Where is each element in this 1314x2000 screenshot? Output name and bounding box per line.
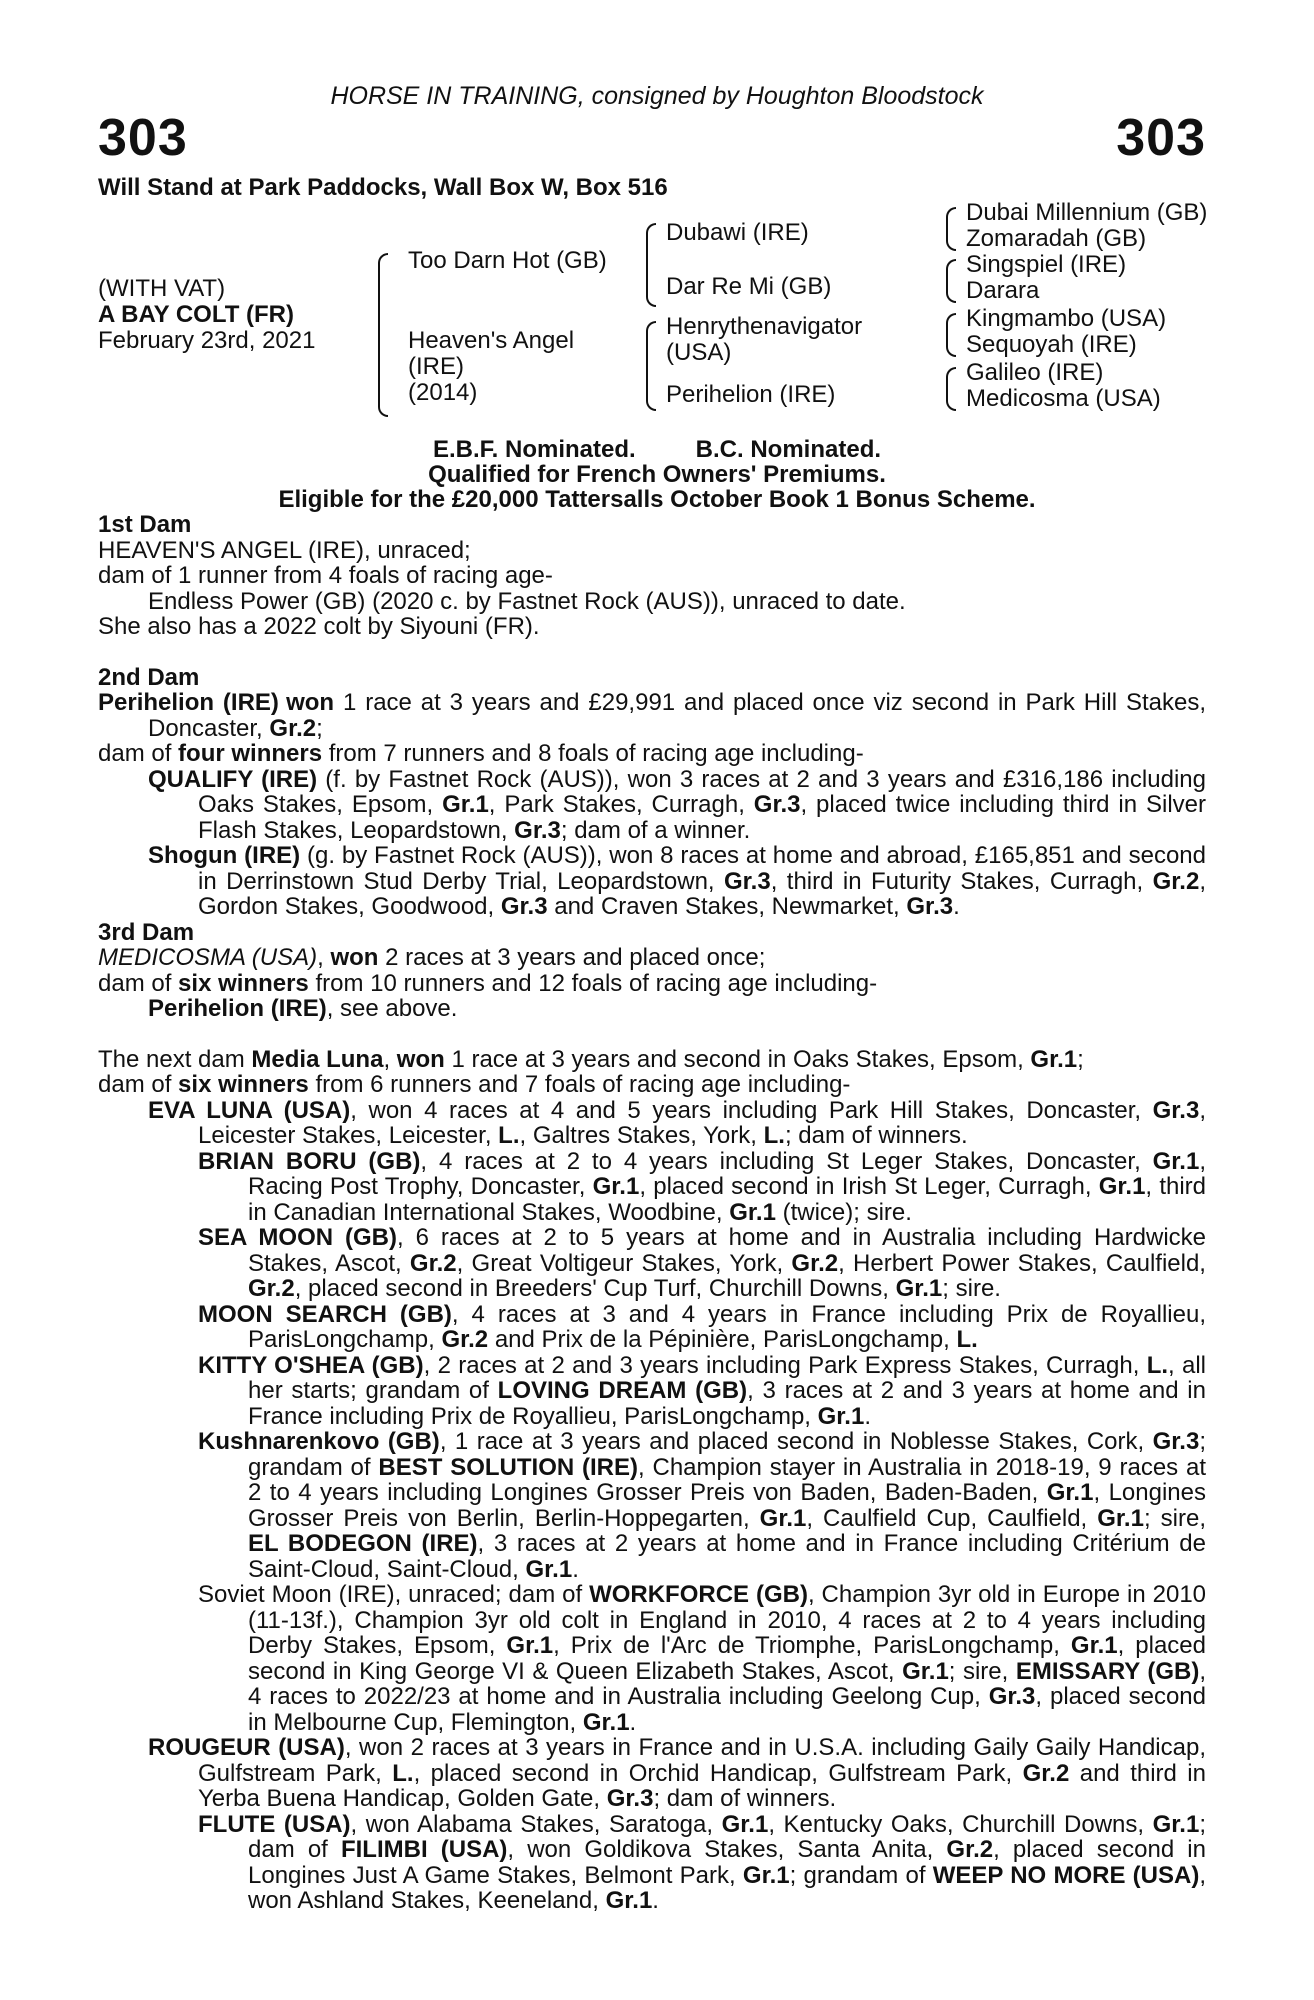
ebf-note: E.B.F. Nominated. — [432, 436, 636, 463]
bracket-sire — [646, 223, 656, 307]
pedigree-table — [98, 199, 1238, 430]
dam-dam-dam: Medicosma (USA) — [966, 385, 1161, 412]
bracket-gen1 — [378, 253, 388, 417]
french-premiums-note: Qualified for French Owners' Premiums. — [428, 461, 886, 488]
first-dam-produce-item: Endless Power (GB) (2020 c. by Fastnet Rock (AUS)), unraced to date. — [148, 587, 906, 615]
sire-dam-sire: Singspiel (IRE) — [966, 251, 1127, 278]
produce-flute: FLUTE (USA), won Alabama Stakes, Saratoga, Gr.1, Kentucky Oaks, Churchill Downs, Gr.1; dam of FILIMBI (USA), won Goldikova Stakes, Santa Anita, Gr.2, placed second in Longines Just A Game Stakes, Belmont Park, Gr.1; grandam of WEEP NO MORE (USA), won Ashland Stakes, Keeneland, Gr.1. — [198, 1810, 1207, 1914]
produce-brian-boru: BRIAN BORU (GB), 4 races at 2 to 4 years including St Leger Stakes, Doncaster, Gr.1, Racing Post Trophy, Doncaster, Gr.1, placed second in Irish St Leger, Curragh, Gr.1, third in Canadian International Stakes, Woodbine, Gr.1 (twice); sire. — [198, 1147, 1207, 1226]
third-dam-produce-intro: dam of six winners from 10 runners and 12 foals of racing age including- — [98, 969, 878, 997]
produce-kushnarenkovo: Kushnarenkovo (GB), 1 race at 3 years and placed second in Noblesse Stakes, Cork, Gr.3; grandam of BEST SOLUTION (IRE), Champion stayer in Australia in 2018-19, 9 races at 2 to 4 years including Longines Grosser Preis von Baden, Baden-Baden, Gr.1, Longines Grosser Preis von Berlin, Berlin-Hoppegarten, Gr.1, Caulfield Cup, Caulfield, Gr.1; sire, EL BODEGON (IRE), 3 races at 2 years at home and in France including Critérium de Saint-Cloud, Saint-Cloud, Gr.1. — [198, 1428, 1207, 1583]
second-dam-produce-intro: dam of four winners from 7 runners and 8 foals of racing age including- — [98, 740, 864, 767]
produce-kitty-oshea: KITTY O'SHEA (GB), 2 races at 2 and 3 years including Park Express Stakes, Curragh, L., all her starts; grandam of LOVING DREAM (GB), 3 races at 2 and 3 years at home and in France including Prix de Royallieu, ParisLongchamp, Gr.1. — [198, 1351, 1206, 1430]
dam-name-line2: (IRE) — [408, 353, 464, 380]
sire-name: Too Darn Hot (GB) — [408, 247, 607, 274]
produce-perihelion: Perihelion (IRE), see above. — [148, 995, 458, 1022]
produce-moon-search: MOON SEARCH (GB), 4 races at 3 and 4 years in France including Prix de Royallieu, ParisLongchamp, Gr.2 and Prix de la Pépinière, ParisLongchamp, L. — [198, 1300, 1206, 1353]
bracket-dam — [646, 321, 656, 411]
lot-number-right: 303 — [1116, 109, 1206, 167]
sire-dam: Dar Re Mi (GB) — [666, 273, 832, 300]
first-dam-foal-note: She also has a 2022 colt by Siyouni (FR). — [98, 613, 540, 640]
sire-sire-sire: Dubai Millennium (GB) — [966, 199, 1208, 226]
dam-sire-dam: Sequoyah (IRE) — [966, 331, 1137, 358]
bracket-ss — [946, 207, 956, 251]
dam-name-line1: Heaven's Angel — [408, 327, 575, 354]
third-dam-line: MEDICOSMA (USA), won 2 races at 3 years and placed once; — [98, 944, 766, 971]
dam-sire-line2: (USA) — [666, 339, 732, 366]
bracket-ds — [946, 313, 956, 357]
lot-number-left: 303 — [98, 109, 188, 167]
produce-sea-moon: SEA MOON (GB), 6 races at 2 to 5 years at home and in Australia including Hardwicke Stakes, Ascot, Gr.2, Great Voltigeur Stakes, York, Gr.2, Herbert Power Stakes, Caulfield, Gr.2, placed second in Breeders' Cup Turf, Churchill Downs, Gr.1; sire. — [198, 1224, 1206, 1302]
produce-soviet-moon: Soviet Moon (IRE), unraced; dam of WORKFORCE (GB), Champion 3yr old in Europe in 2010 (11-13f.), Champion 3yr old colt in England in 2010, 4 races at 2 to 4 years including Derby Stakes, Epsom, Gr.1, Prix de l'Arc de Triomphe, ParisLongchamp, Gr.1, placed second in King George VI & Queen Elizabeth Stakes, Ascot, Gr.1; sire, EMISSARY (GB), 4 races to 2022/23 at home and in Australia including Geelong Cup, Gr.3, placed second in Melbourne Cup, Flemington, Gr.1. — [198, 1581, 1207, 1736]
nominations-line — [0, 436, 1314, 464]
subject-dob: February 23rd, 2021 — [98, 327, 316, 354]
stand-location: Will Stand at Park Paddocks, Wall Box W, Box 516 — [98, 174, 668, 201]
produce-shogun: Shogun (IRE) (g. by Fastnet Rock (AUS)), won 8 races at home and abroad, £165,851 and second in Derrinstown Stud Derby Trial, Leopardstown, Gr.3, third in Futurity Stakes, Curragh, Gr.2, Gordon Stakes, Goodwood, Gr.3 and Craven Stakes, Newmarket, Gr.3. — [148, 842, 1206, 920]
first-dam-line: HEAVEN'S ANGEL (IRE), unraced; — [98, 536, 471, 564]
dam-dam: Perihelion (IRE) — [666, 381, 836, 408]
bracket-sd — [946, 259, 956, 303]
second-dam-heading: 2nd Dam — [98, 663, 200, 691]
dam-sire-sire: Kingmambo (USA) — [966, 305, 1167, 332]
fourth-dam-line: The next dam Media Luna, won 1 race at 3 years and second in Oaks Stakes, Epsom, Gr.1; — [98, 1045, 1084, 1073]
sire-dam-dam: Darara — [966, 277, 1040, 304]
catalogue-body — [98, 512, 1206, 1914]
sire-sire: Dubawi (IRE) — [666, 219, 809, 246]
bracket-dd — [946, 367, 956, 411]
bonus-scheme-note: Eligible for the £20,000 Tattersalls October Book 1 Bonus Scheme. — [278, 486, 1036, 513]
subject-name: A BAY COLT (FR) — [98, 301, 294, 328]
second-dam-line: Perihelion (IRE) won 1 race at 3 years and £29,991 and placed once viz second in Park Hill Stakes, Doncaster, Gr.2; — [98, 689, 1207, 742]
consignor-line: HORSE IN TRAINING, consigned by Houghton Bloodstock — [330, 82, 984, 110]
produce-qualify: QUALIFY (IRE) (f. by Fastnet Rock (AUS)), won 3 races at 2 and 3 years and £316,186 including Oaks Stakes, Epsom, Gr.1, Park Stakes, Curragh, Gr.3, placed twice including third in Silver Flash Stakes, Leopardstown, Gr.3; dam of a winner. — [148, 765, 1206, 844]
produce-eva-luna: EVA LUNA (USA), won 4 races at 4 and 5 years including Park Hill Stakes, Doncaster, Gr.3, Leicester Stakes, Leicester, L., Galtres Stakes, York, L.; dam of winners. — [148, 1096, 1206, 1149]
third-dam-heading: 3rd Dam — [98, 918, 195, 946]
dam-dam-sire: Galileo (IRE) — [966, 359, 1104, 386]
bc-note: B.C. Nominated. — [695, 436, 882, 463]
vat-note: (WITH VAT) — [98, 275, 226, 302]
dam-sire-line1: Henrythenavigator — [666, 313, 863, 340]
produce-rougeur: ROUGEUR (USA), won 2 races at 3 years in France and in U.S.A. including Gaily Gaily Handicap, Gulfstream Park, L., placed second in Orchid Handicap, Gulfstream Park, Gr.2 and third in Yerba Buena Handicap, Golden Gate, Gr.3; dam of winners. — [148, 1734, 1207, 1812]
fourth-dam-produce-intro: dam of six winners from 6 runners and 7 foals of racing age including- — [98, 1071, 851, 1098]
first-dam-produce-intro: dam of 1 runner from 4 foals of racing age- — [98, 562, 553, 589]
dam-name-line3: (2014) — [408, 379, 478, 406]
first-dam-heading: 1st Dam — [98, 511, 192, 538]
sire-sire-dam: Zomaradah (GB) — [966, 225, 1147, 252]
